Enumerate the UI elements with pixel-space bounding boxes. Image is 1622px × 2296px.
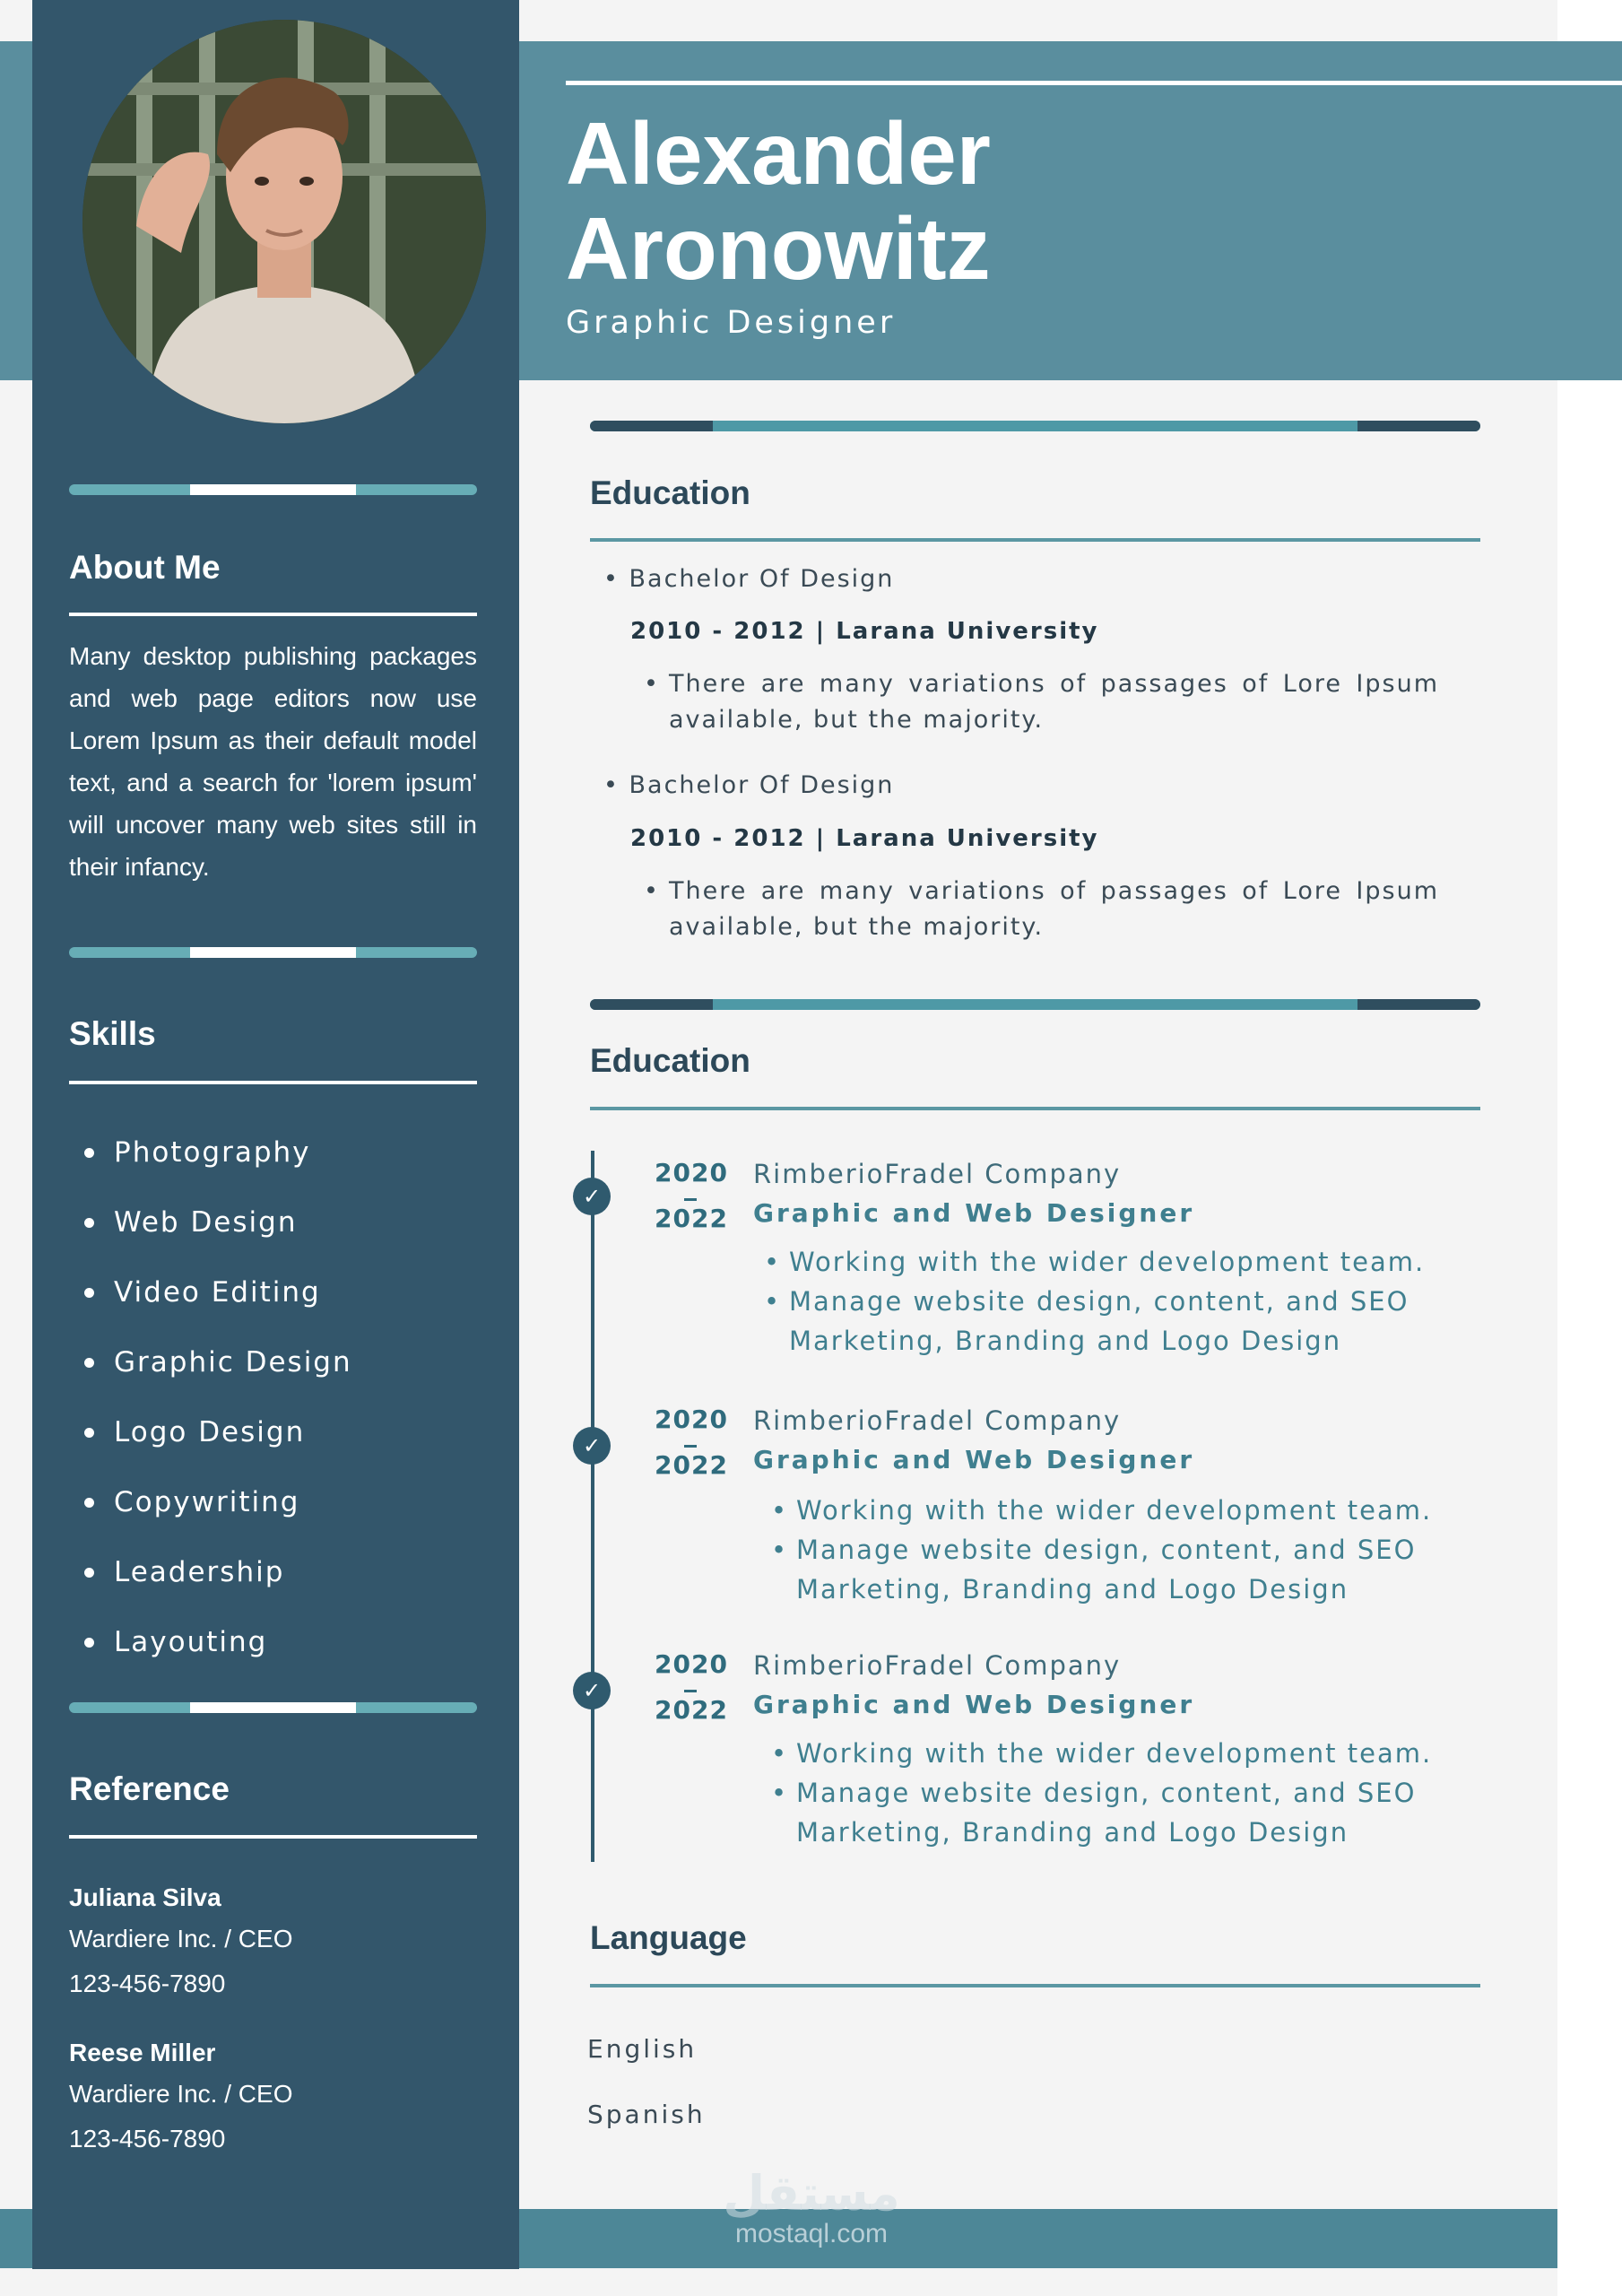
duty-item: • Manage website design, content, and SEO Marketing, Branding and Logo Design	[771, 1773, 1453, 1852]
about-heading: About Me	[69, 549, 221, 586]
education-description: • There are many variations of passages of Lore Ipsum available, but the majority.	[644, 670, 1439, 734]
header-rule	[566, 81, 1622, 85]
timeline-line	[591, 1151, 594, 1862]
experience-rule	[590, 1107, 1480, 1110]
education-years: 2010 - 2012 | Larana University	[630, 825, 1099, 852]
job-title: Graphic Designer	[566, 305, 897, 341]
reference-heading: Reference	[69, 1770, 230, 1807]
reference-name: Juliana Silva	[69, 1883, 221, 1911]
education-years: 2010 - 2012 | Larana University	[630, 618, 1099, 645]
skills-list	[84, 1118, 352, 1677]
reference-rule	[69, 1835, 477, 1839]
reference-phone: 123-456-7890	[69, 1970, 226, 1997]
section-divider	[590, 421, 1480, 431]
skill-item: Leadership	[84, 1537, 352, 1607]
skill-item: Web Design	[84, 1187, 352, 1257]
reference-name: Reese Miller	[69, 2039, 216, 2066]
education-rule	[590, 538, 1480, 542]
education-degree: • Bachelor Of Design	[603, 565, 895, 593]
education-description: • There are many variations of passages of Lore Ipsum available, but the majority.	[644, 877, 1439, 941]
skills-heading: Skills	[69, 1015, 156, 1052]
reference-entry	[69, 2039, 292, 2170]
language-heading: Language	[590, 1919, 747, 1956]
sidebar	[32, 0, 519, 2269]
role-title: Graphic and Web Designer	[753, 1445, 1195, 1474]
about-rule	[69, 613, 477, 616]
duties-list	[771, 1734, 1453, 1852]
profile-photo-illustration	[82, 20, 486, 423]
year-start: 2020	[655, 1158, 728, 1187]
check-icon: ✓	[573, 1672, 611, 1709]
language-rule	[590, 1984, 1480, 1987]
reference-company: Wardiere Inc. / CEO	[69, 2080, 293, 2108]
duty-item: • Manage website design, content, and SEO Marketing, Branding and Logo Design	[771, 1530, 1453, 1609]
skills-rule	[69, 1081, 477, 1084]
duties-list	[764, 1242, 1445, 1361]
reference-phone: 123-456-7890	[69, 2125, 226, 2152]
check-icon: ✓	[573, 1178, 611, 1215]
language-item: English	[587, 2034, 698, 2064]
reference-company: Wardiere Inc. / CEO	[69, 1925, 293, 1952]
year-dash	[684, 1445, 697, 1448]
year-end: 2022	[655, 1204, 728, 1233]
experience-heading: Education	[590, 1042, 750, 1079]
profile-photo	[82, 20, 486, 423]
year-dash	[684, 1198, 697, 1201]
year-end: 2022	[655, 1450, 728, 1480]
watermark-arabic: مستقل	[723, 2165, 900, 2222]
skill-item: Logo Design	[84, 1397, 352, 1467]
education-degree: • Bachelor Of Design	[603, 771, 895, 799]
sidebar-divider	[69, 947, 477, 958]
duty-item: • Working with the wider development team.	[764, 1242, 1445, 1282]
language-item: Spanish	[587, 2100, 706, 2129]
check-icon: ✓	[573, 1427, 611, 1465]
duty-item: • Working with the wider development team.	[771, 1734, 1453, 1773]
skill-item: Video Editing	[84, 1257, 352, 1327]
year-start: 2020	[655, 1405, 728, 1434]
skill-item: Graphic Design	[84, 1327, 352, 1397]
sidebar-divider	[69, 484, 477, 495]
year-dash	[684, 1690, 697, 1692]
skill-item: Copywriting	[84, 1467, 352, 1537]
last-name: Aronowitz	[566, 199, 991, 298]
duties-list	[771, 1491, 1453, 1609]
watermark-latin: mostaql.com	[734, 2219, 889, 2248]
about-text: Many desktop publishing packages and web page editors now use Lorem Ipsum as their default model text, and a search for 'lorem ipsum' will uncover many web sites still in their infancy.	[69, 642, 477, 881]
education-heading: Education	[590, 474, 750, 511]
duty-item: • Working with the wider development team.	[771, 1491, 1453, 1530]
skill-item: Layouting	[84, 1607, 352, 1677]
year-start: 2020	[655, 1649, 728, 1679]
first-name: Alexander	[566, 104, 991, 203]
skill-item: Photography	[84, 1118, 352, 1187]
sidebar-divider	[69, 1702, 477, 1713]
watermark	[713, 2165, 910, 2249]
company-name: RimberioFradel Company	[753, 1159, 1122, 1189]
role-title: Graphic and Web Designer	[753, 1198, 1195, 1228]
section-divider	[590, 999, 1480, 1010]
company-name: RimberioFradel Company	[753, 1650, 1122, 1681]
company-name: RimberioFradel Company	[753, 1405, 1122, 1436]
reference-entry	[69, 1883, 292, 2014]
year-end: 2022	[655, 1695, 728, 1725]
role-title: Graphic and Web Designer	[753, 1690, 1195, 1719]
header-band-edge	[1557, 41, 1622, 380]
candidate-name	[566, 106, 991, 296]
duty-item: • Manage website design, content, and SEO Marketing, Branding and Logo Design	[764, 1282, 1445, 1361]
